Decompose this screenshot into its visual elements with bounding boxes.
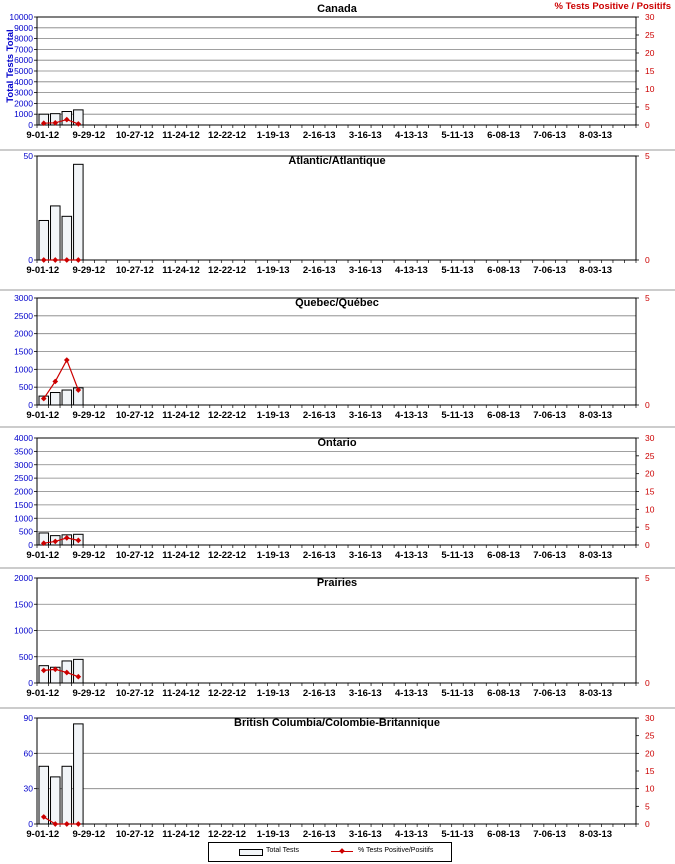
y2-tick-label: 0	[645, 400, 650, 410]
y-tick-label: 1500	[14, 499, 33, 510]
x-tick-label: 9-01-12	[26, 410, 60, 421]
x-tick-label: 9-01-12	[26, 550, 60, 561]
x-tick-label: 7-06-13	[533, 130, 566, 141]
y2-tick-label: 0	[645, 120, 650, 130]
y-tick-label: 8000	[14, 33, 33, 44]
legend-marker-icon	[339, 848, 345, 854]
bar	[74, 724, 84, 824]
y-tick-label: 30	[23, 783, 33, 794]
x-tick-label: 9-29-12	[72, 688, 106, 699]
x-tick-label: 12-22-12	[208, 550, 247, 561]
x-tick-label: 5-11-13	[441, 550, 474, 561]
y2-tick-label: 10	[645, 504, 655, 515]
x-tick-label: 2-16-13	[302, 265, 336, 276]
y-tick-label: 1500	[14, 599, 33, 610]
y-tick-label: 3000	[14, 459, 33, 470]
y2-tick-label: 0	[645, 540, 650, 550]
y-tick-label: 4000	[14, 433, 33, 443]
x-tick-label: 8-03-13	[579, 410, 613, 421]
legend-bar-swatch	[239, 849, 263, 856]
y2-tick-label: 20	[645, 468, 655, 479]
x-tick-label: 6-08-13	[487, 410, 520, 421]
bar	[51, 777, 61, 824]
y2-tick-label: 20	[645, 48, 655, 58]
x-tick-label: 2-16-13	[302, 550, 336, 561]
x-tick-label: 9-29-12	[72, 550, 106, 561]
y2-tick-label: 0	[645, 255, 650, 265]
y-tick-label: 5000	[14, 66, 33, 76]
x-tick-label: 2-16-13	[302, 688, 336, 699]
y2-tick-label: 5	[645, 573, 650, 583]
x-tick-label: 3-16-13	[348, 829, 382, 840]
x-tick-label: 12-22-12	[208, 688, 247, 699]
y2-tick-label: 25	[645, 30, 655, 40]
x-tick-label: 6-08-13	[487, 550, 520, 561]
x-tick-label: 8-03-13	[579, 130, 613, 141]
x-tick-label: 2-16-13	[302, 829, 336, 840]
y-tick-label: 2000	[14, 328, 33, 339]
y-tick-label: 7000	[14, 44, 33, 55]
y2-tick-label: 10	[645, 84, 655, 94]
x-tick-label: 1-19-13	[256, 130, 290, 141]
y-tick-label: 500	[18, 651, 33, 662]
y2-tick-label: 25	[645, 730, 655, 741]
x-tick-label: 3-16-13	[348, 688, 382, 699]
y2-tick-label: 5	[645, 522, 650, 533]
chart-panel	[14, 573, 650, 699]
bar	[74, 164, 84, 260]
bar	[62, 216, 72, 260]
x-tick-label: 11-24-12	[162, 410, 200, 421]
chart-title: British Columbia/Colombie-Britannique	[234, 717, 440, 729]
y2-tick-label: 30	[645, 12, 655, 22]
y-tick-label: 0	[28, 255, 33, 265]
y2-tick-label: 5	[645, 293, 650, 303]
x-tick-label: 5-11-13	[441, 410, 474, 421]
y-tick-label: 2500	[14, 473, 33, 484]
x-tick-label: 6-08-13	[487, 130, 520, 141]
x-tick-label: 9-29-12	[72, 265, 106, 276]
x-tick-label: 4-13-13	[395, 130, 428, 141]
y-tick-label: 0	[28, 819, 33, 829]
y-tick-label: 500	[18, 526, 33, 537]
y-tick-label: 2500	[14, 310, 33, 321]
x-tick-label: 2-16-13	[302, 130, 336, 141]
x-tick-label: 1-19-13	[256, 410, 290, 421]
bar	[62, 766, 72, 824]
x-tick-label: 5-11-13	[441, 829, 474, 840]
y2-tick-label: 5	[645, 102, 650, 112]
x-tick-label: 4-13-13	[395, 688, 428, 699]
x-tick-label: 7-06-13	[533, 829, 566, 840]
y-tick-label: 0	[28, 540, 33, 550]
y-tick-label: 0	[28, 678, 33, 688]
y-tick-label: 2000	[14, 98, 33, 109]
x-tick-label: 12-22-12	[208, 130, 247, 141]
x-tick-label: 10-27-12	[115, 688, 154, 699]
plot-frame	[37, 156, 636, 260]
y-tick-label: 50	[23, 151, 33, 161]
y2-tick-label: 15	[645, 486, 655, 497]
bar	[51, 393, 61, 405]
y-tick-label: 500	[18, 382, 33, 393]
y-tick-label: 4000	[14, 76, 33, 87]
bar	[62, 390, 72, 405]
x-tick-label: 12-22-12	[208, 265, 247, 276]
x-tick-label: 1-19-13	[256, 265, 290, 276]
y-tick-label: 3000	[14, 87, 33, 98]
x-tick-label: 9-29-12	[72, 130, 106, 141]
chart-panel	[14, 433, 655, 561]
x-tick-label: 1-19-13	[256, 829, 290, 840]
y2-tick-label: 5	[645, 801, 650, 812]
x-tick-label: 7-06-13	[533, 265, 566, 276]
y-tick-label: 90	[23, 713, 33, 723]
x-tick-label: 5-11-13	[441, 130, 474, 141]
x-tick-label: 11-24-12	[162, 688, 200, 699]
chart-panel	[14, 293, 650, 421]
y2-tick-label: 5	[645, 151, 650, 161]
y-tick-label: 0	[28, 120, 33, 130]
chart-title: Ontario	[317, 437, 357, 449]
chart-title: Prairies	[316, 577, 358, 589]
x-tick-label: 11-24-12	[162, 550, 200, 561]
x-tick-label: 3-16-13	[348, 550, 382, 561]
chart-panel	[24, 713, 655, 840]
chart-title: Quebec/Québec	[295, 297, 379, 309]
x-tick-label: 4-13-13	[395, 410, 428, 421]
x-tick-label: 9-01-12	[26, 130, 60, 141]
y-tick-label: 60	[23, 748, 33, 759]
y2-tick-label: 30	[645, 713, 655, 723]
bar	[39, 220, 49, 260]
x-tick-label: 10-27-12	[115, 265, 154, 276]
y-tick-label: 3500	[14, 446, 33, 457]
x-tick-label: 8-03-13	[579, 265, 613, 276]
x-tick-label: 3-16-13	[348, 410, 382, 421]
x-tick-label: 8-03-13	[579, 688, 613, 699]
y-tick-label: 1000	[14, 625, 33, 636]
x-tick-label: 3-16-13	[348, 130, 382, 141]
x-tick-label: 1-19-13	[256, 688, 290, 699]
chart-title: Atlantic/Atlantique	[288, 155, 386, 167]
x-tick-label: 6-08-13	[487, 829, 520, 840]
x-tick-label: 9-29-12	[72, 829, 106, 840]
x-tick-label: 12-22-12	[208, 410, 247, 421]
y-tick-label: 6000	[14, 55, 33, 66]
x-tick-label: 10-27-12	[115, 410, 154, 421]
y-tick-label: 1000	[14, 513, 33, 524]
x-tick-label: 7-06-13	[533, 410, 566, 421]
y2-tick-label: 25	[645, 450, 655, 461]
x-tick-label: 9-29-12	[72, 410, 106, 421]
x-tick-label: 11-24-12	[162, 829, 200, 840]
x-tick-label: 12-22-12	[208, 829, 247, 840]
x-tick-label: 10-27-12	[115, 829, 154, 840]
chart-title: Canada	[317, 3, 357, 15]
x-tick-label: 11-24-12	[162, 130, 200, 141]
y-axis-title: Total Tests Total	[5, 29, 16, 103]
x-tick-label: 3-16-13	[348, 265, 382, 276]
x-tick-label: 4-13-13	[395, 829, 428, 840]
y-tick-label: 2000	[14, 486, 33, 497]
x-tick-label: 10-27-12	[115, 550, 154, 561]
x-tick-label: 8-03-13	[579, 829, 613, 840]
y2-tick-label: 15	[645, 766, 655, 776]
x-tick-label: 6-08-13	[487, 265, 520, 276]
percent-point	[64, 357, 70, 363]
x-tick-label: 10-27-12	[115, 130, 154, 141]
x-tick-label: 6-08-13	[487, 688, 520, 699]
x-tick-label: 9-01-12	[26, 829, 60, 840]
chart-panel	[9, 3, 654, 141]
legend-bars-label: Total Tests	[266, 847, 299, 854]
y2-tick-label: 0	[645, 678, 650, 688]
y2-tick-label: 30	[645, 433, 655, 443]
x-tick-label: 7-06-13	[533, 688, 566, 699]
x-tick-label: 5-11-13	[441, 688, 474, 699]
chart-panel	[24, 151, 650, 276]
y-tick-label: 10000	[9, 12, 33, 22]
y2-tick-label: 15	[645, 66, 655, 76]
y-tick-label: 2000	[14, 573, 33, 583]
y-tick-label: 1000	[14, 364, 33, 375]
y-tick-label: 9000	[14, 22, 33, 33]
x-tick-label: 9-01-12	[26, 688, 60, 699]
bar	[51, 206, 61, 260]
x-tick-label: 8-03-13	[579, 550, 613, 561]
y2-axis-title: % Tests Positive / Positifs	[554, 1, 671, 12]
x-tick-label: 5-11-13	[441, 265, 474, 276]
y2-tick-label: 0	[645, 819, 650, 829]
y-tick-label: 1000	[14, 109, 33, 120]
plot-frame	[37, 718, 636, 824]
y-tick-label: 1500	[14, 346, 33, 357]
x-tick-label: 4-13-13	[395, 550, 428, 561]
x-tick-label: 2-16-13	[302, 410, 336, 421]
legend-line-label: % Tests Positive/Positifs	[358, 847, 434, 854]
x-tick-label: 9-01-12	[26, 265, 60, 276]
y-tick-label: 3000	[14, 293, 33, 303]
x-tick-label: 7-06-13	[533, 550, 566, 561]
y2-tick-label: 20	[645, 748, 655, 759]
x-tick-label: 4-13-13	[395, 265, 428, 276]
x-tick-label: 11-24-12	[162, 265, 200, 276]
chart-legend	[208, 842, 452, 862]
y-tick-label: 0	[28, 400, 33, 410]
x-tick-label: 1-19-13	[256, 550, 290, 561]
y2-tick-label: 10	[645, 783, 655, 794]
